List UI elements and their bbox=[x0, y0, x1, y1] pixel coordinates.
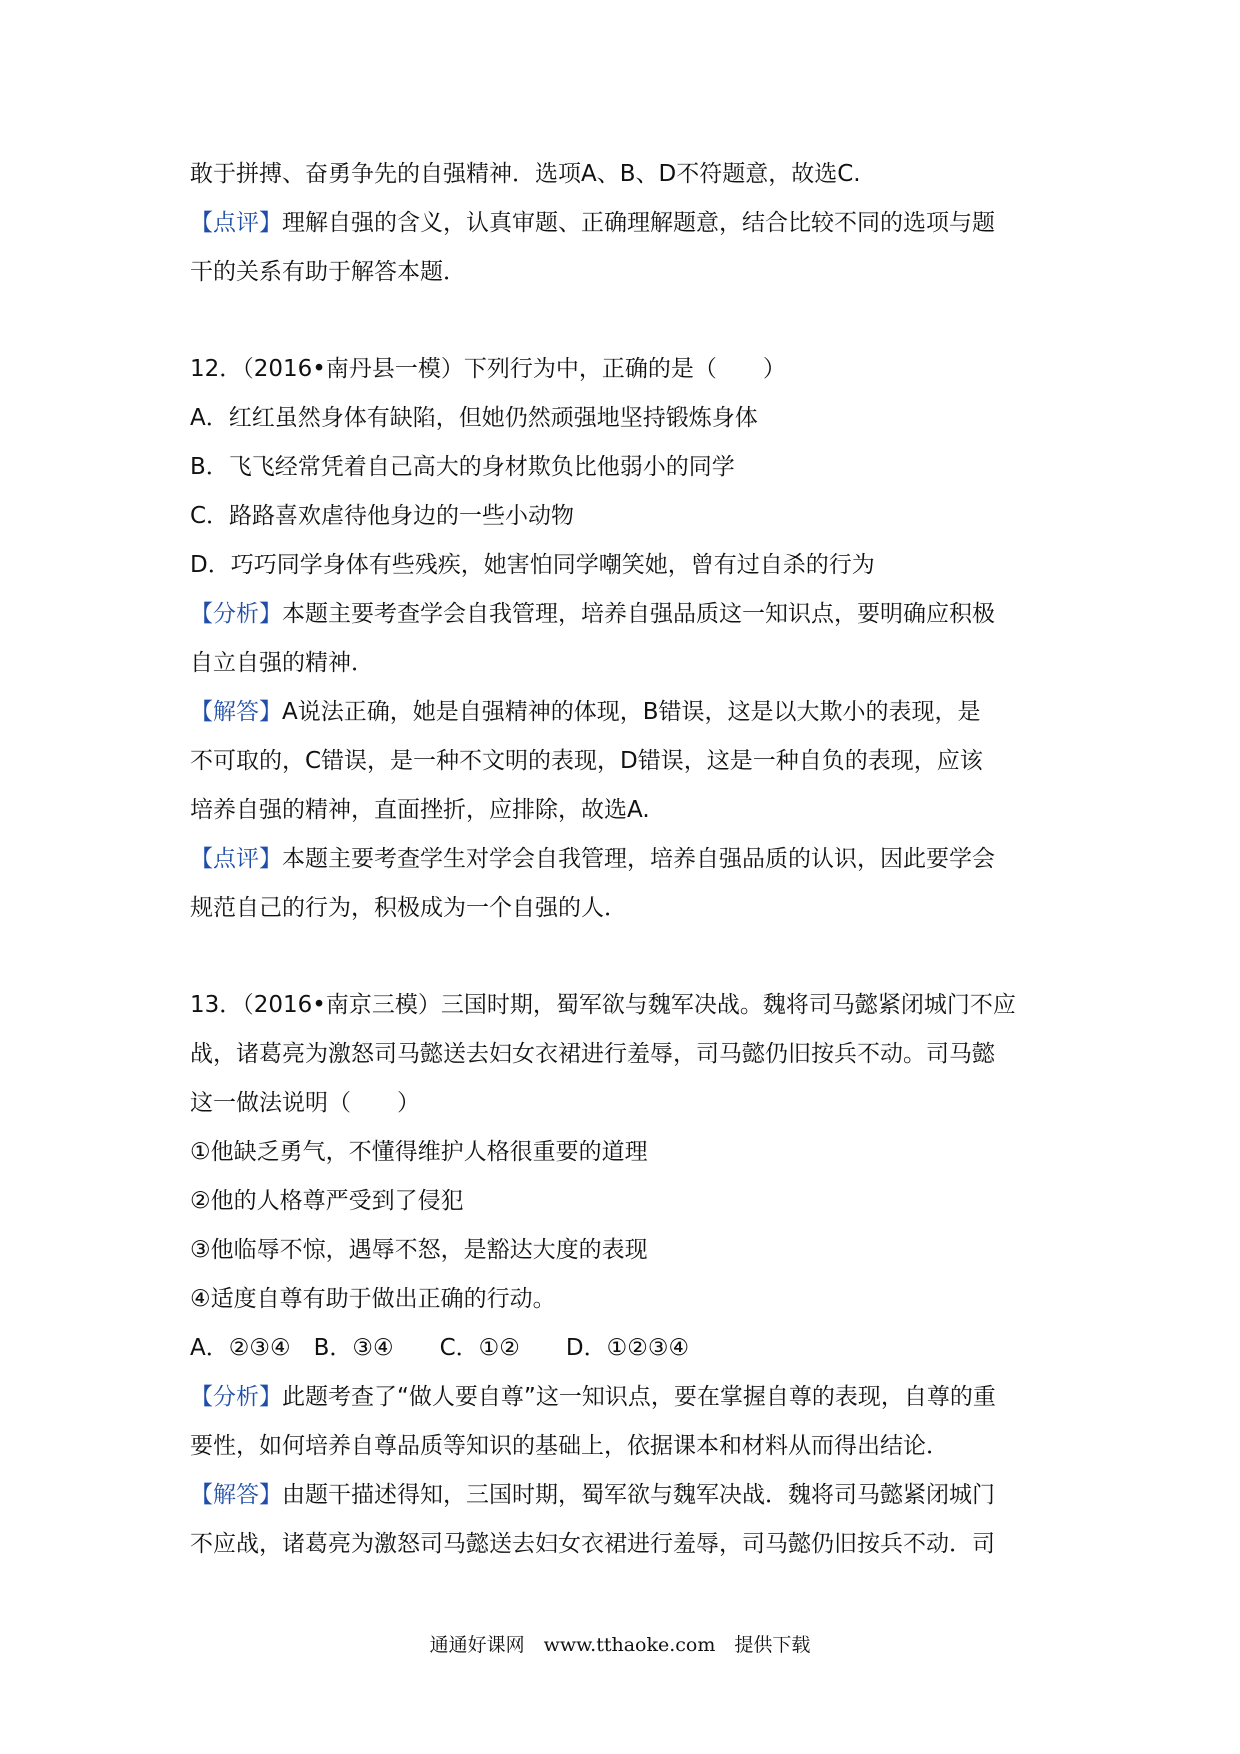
q13-statement-4-text: ④适度自尊有助于做出正确的行动。 bbox=[190, 1286, 556, 1312]
q12-comment bbox=[190, 835, 1060, 884]
q13-stem-text: 13．（2016•南京三模）三国时期，蜀军欲与魏军决战。魏将司马懿紧闭城门不应 bbox=[190, 992, 1016, 1018]
comment-tag: 【点评】 bbox=[190, 846, 282, 872]
q12-option-b bbox=[190, 443, 1060, 492]
spacer bbox=[190, 297, 1060, 345]
q13-stem-cont-2 bbox=[190, 1079, 1060, 1128]
q13-analysis-text: 此题考查了“做人要自尊”这一知识点，要在掌握自尊的表现，自尊的重 bbox=[282, 1384, 996, 1410]
answer-tag: 【解答】 bbox=[190, 699, 282, 725]
comment-tag: 【点评】 bbox=[190, 210, 282, 236]
q13-analysis bbox=[190, 1373, 1060, 1422]
q12-answer-text-2: 不可取的，C错误，是一种不文明的表现，D错误，这是一种自负的表现，应该 bbox=[190, 748, 983, 774]
q13-choices-text: A．②③④ B．③④ C．①② D．①②③④ bbox=[190, 1335, 690, 1361]
q12-option-c bbox=[190, 492, 1060, 541]
page-content bbox=[190, 150, 1060, 1569]
q12-answer bbox=[190, 688, 1060, 737]
q12-option-b-text: B．飞飞经常凭着自己高大的身材欺负比他弱小的同学 bbox=[190, 454, 735, 480]
q12-option-a bbox=[190, 394, 1060, 443]
q12-option-d bbox=[190, 541, 1060, 590]
q13-analysis-cont bbox=[190, 1422, 1060, 1471]
q12-analysis-text-2: 自立自强的精神． bbox=[190, 650, 374, 676]
prev-comment-text-2: 干的关系有助于解答本题． bbox=[190, 259, 466, 285]
q12-answer-cont-2 bbox=[190, 786, 1060, 835]
q12-answer-cont bbox=[190, 737, 1060, 786]
answer-tag: 【解答】 bbox=[190, 1482, 282, 1508]
q12-analysis-text: 本题主要考查学会自我管理，培养自强品质这一知识点，要明确应积极 bbox=[282, 601, 995, 627]
analysis-tag: 【分析】 bbox=[190, 1384, 282, 1410]
q13-statement-3 bbox=[190, 1226, 1060, 1275]
prev-answer-tail-text: 敢于拼搏、奋勇争先的自强精神．选项A、B、D不符题意，故选C. bbox=[190, 161, 861, 187]
q13-statement-2 bbox=[190, 1177, 1060, 1226]
q13-statement-3-text: ③他临辱不惊，遇辱不怒，是豁达大度的表现 bbox=[190, 1237, 648, 1263]
q12-comment-text: 本题主要考查学生对学会自我管理，培养自强品质的认识，因此要学会 bbox=[282, 846, 995, 872]
q12-answer-text-3: 培养自强的精神，直面挫折，应排除，故选A. bbox=[190, 797, 650, 823]
footer-text: 通通好课网 www.tthaoke.com 提供下载 bbox=[429, 1634, 811, 1656]
q13-stem-text-3: 这一做法说明（ ） bbox=[190, 1090, 420, 1116]
q13-stem-cont bbox=[190, 1030, 1060, 1079]
q12-stem bbox=[190, 345, 1060, 394]
q12-analysis-cont bbox=[190, 639, 1060, 688]
q12-comment-text-2: 规范自己的行为，积极成为一个自强的人． bbox=[190, 895, 627, 921]
q13-answer-text-2: 不应战，诸葛亮为激怒司马懿送去妇女衣裙进行羞辱，司马懿仍旧按兵不动．司 bbox=[190, 1531, 995, 1557]
q12-stem-text: 12．（2016•南丹县一模）下列行为中，正确的是（ ） bbox=[190, 356, 786, 382]
q12-option-d-text: D．巧巧同学身体有些残疾，她害怕同学嘲笑她，曾有过自杀的行为 bbox=[190, 552, 875, 578]
page-footer bbox=[0, 1630, 1240, 1657]
q13-analysis-text-2: 要性，如何培养自尊品质等知识的基础上，依据课本和材料从而得出结论． bbox=[190, 1433, 949, 1459]
q12-answer-text: A说法正确，她是自强精神的体现，B错误，这是以大欺小的表现，是 bbox=[282, 699, 981, 725]
q13-stem bbox=[190, 981, 1060, 1030]
q13-statement-4 bbox=[190, 1275, 1060, 1324]
q12-option-c-text: C．路路喜欢虐待他身边的一些小动物 bbox=[190, 503, 575, 529]
prev-comment bbox=[190, 199, 1060, 248]
q12-comment-cont bbox=[190, 884, 1060, 933]
q13-stem-text-2: 战，诸葛亮为激怒司马懿送去妇女衣裙进行羞辱，司马懿仍旧按兵不动。司马懿 bbox=[190, 1041, 995, 1067]
prev-answer-tail bbox=[190, 150, 1060, 199]
prev-comment-text: 理解自强的含义，认真审题、正确理解题意，结合比较不同的选项与题 bbox=[282, 210, 995, 236]
q13-statement-1-text: ①他缺乏勇气，不懂得维护人格很重要的道理 bbox=[190, 1139, 648, 1165]
spacer bbox=[190, 933, 1060, 981]
prev-comment-cont bbox=[190, 248, 1060, 297]
q13-answer bbox=[190, 1471, 1060, 1520]
q13-statement-2-text: ②他的人格尊严受到了侵犯 bbox=[190, 1188, 464, 1214]
q13-answer-text: 由题干描述得知，三国时期，蜀军欲与魏军决战．魏将司马懿紧闭城门 bbox=[282, 1482, 995, 1508]
q13-choices bbox=[190, 1324, 1060, 1373]
q13-answer-cont bbox=[190, 1520, 1060, 1569]
analysis-tag: 【分析】 bbox=[190, 601, 282, 627]
q13-statement-1 bbox=[190, 1128, 1060, 1177]
q12-analysis bbox=[190, 590, 1060, 639]
q12-option-a-text: A．红红虽然身体有缺陷，但她仍然顽强地坚持锻炼身体 bbox=[190, 405, 758, 431]
